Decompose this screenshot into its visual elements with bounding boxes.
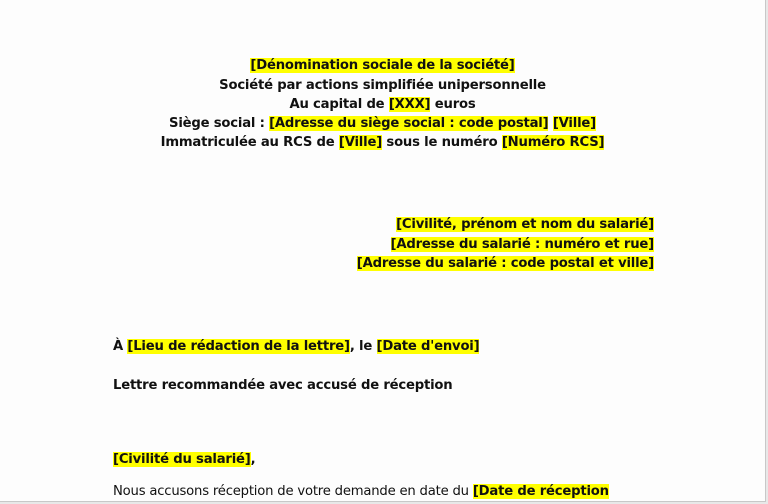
text-segment: , le bbox=[349, 339, 377, 354]
text-segment: sous le numéro bbox=[382, 135, 502, 150]
placeholder-field: [Ville] bbox=[338, 135, 383, 150]
placeholder-field: [XXX] bbox=[388, 97, 431, 112]
company-header-line bbox=[0, 76, 765, 95]
text-segment: , bbox=[250, 452, 256, 467]
text-segment: Au capital de bbox=[289, 97, 389, 112]
placeholder-field: [Adresse du siège social : code postal] bbox=[269, 116, 549, 131]
text-segment: Siège social : bbox=[169, 116, 270, 131]
company-header-line bbox=[0, 133, 765, 152]
placeholder-field: [Date de réception bbox=[472, 484, 609, 499]
body-paragraph bbox=[113, 482, 609, 501]
place-date-line bbox=[113, 337, 479, 356]
recipient-address-line bbox=[391, 235, 655, 254]
company-header-line bbox=[0, 95, 765, 114]
text-segment: Immatriculée au RCS de bbox=[160, 135, 339, 150]
placeholder-field: [Numéro RCS] bbox=[501, 135, 605, 150]
text-segment: Nous accusons réception de votre demande en date du bbox=[113, 484, 473, 499]
salutation-line bbox=[113, 450, 255, 469]
delivery-mode-line bbox=[113, 376, 452, 395]
recipient-address-line bbox=[357, 254, 654, 273]
text-segment: Société par actions simplifiée unipersonnelle bbox=[219, 78, 546, 93]
placeholder-field: [Date d'envoi] bbox=[376, 339, 480, 354]
placeholder-field: [Adresse du salarié : code postal et ville] bbox=[356, 256, 654, 271]
placeholder-field: [Ville] bbox=[552, 116, 596, 131]
placeholder-field: [Civilité du salarié] bbox=[113, 452, 251, 467]
text-segment: euros bbox=[430, 97, 476, 112]
placeholder-field: [Civilité, prénom et nom du salarié] bbox=[396, 217, 654, 232]
text-segment: À bbox=[113, 339, 128, 354]
placeholder-field: [Dénomination sociale de la société] bbox=[250, 58, 515, 73]
recipient-address-line bbox=[396, 215, 654, 234]
text-segment: Lettre recommandée avec accusé de réception bbox=[113, 378, 453, 393]
company-header-line bbox=[0, 56, 765, 75]
company-header-line bbox=[0, 114, 765, 133]
placeholder-field: [Adresse du salarié : numéro et rue] bbox=[390, 237, 654, 252]
placeholder-field: [Lieu de rédaction de la lettre] bbox=[127, 339, 350, 354]
